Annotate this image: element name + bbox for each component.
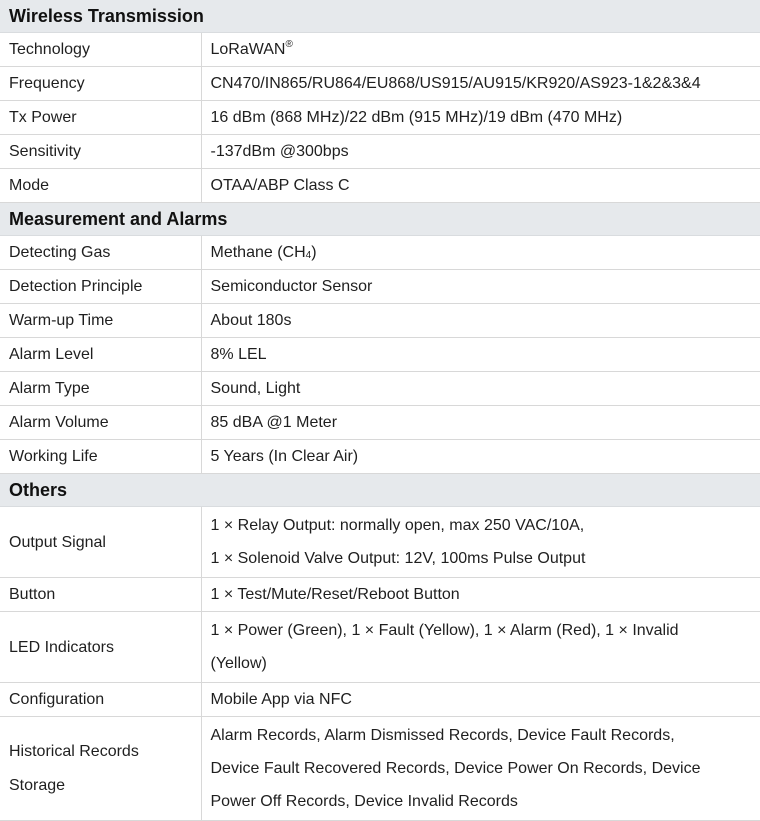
- section-header-measurement: [0, 203, 760, 236]
- spec-label-line: Storage: [9, 769, 201, 803]
- spec-value: About 180s: [201, 304, 760, 338]
- spec-value-line: 1 × Relay Output: normally open, max 250 VAC/10A,: [211, 509, 760, 542]
- spec-row-alarm-level: [0, 338, 760, 372]
- spec-label: Output Signal: [0, 507, 201, 578]
- spec-label: Technology: [0, 33, 201, 67]
- spec-value: 8% LEL: [201, 338, 760, 372]
- spec-value: [201, 236, 760, 270]
- spec-row-led-indicators: [0, 612, 760, 683]
- spec-label: Alarm Type: [0, 372, 201, 406]
- spec-value: 1 × Test/Mute/Reset/Reboot Button: [201, 578, 760, 612]
- spec-value: [201, 612, 760, 683]
- spec-value: -137dBm @300bps: [201, 135, 760, 169]
- spec-label: Detection Principle: [0, 270, 201, 304]
- spec-row-warm-up: [0, 304, 760, 338]
- spec-row-alarm-type: [0, 372, 760, 406]
- spec-value-line: 1 × Solenoid Valve Output: 12V, 100ms Pulse Output: [211, 542, 760, 575]
- spec-value: Semiconductor Sensor: [201, 270, 760, 304]
- spec-row-working-life: [0, 440, 760, 474]
- spec-row-technology: [0, 33, 760, 67]
- spec-label: Configuration: [0, 683, 201, 717]
- spec-value: [201, 507, 760, 578]
- spec-value-text: LoRaWAN: [211, 41, 286, 58]
- spec-row-frequency: [0, 67, 760, 101]
- spec-value: OTAA/ABP Class C: [201, 169, 760, 203]
- spec-value: [201, 33, 760, 67]
- spec-label: [0, 717, 201, 821]
- spec-value-line: Alarm Records, Alarm Dismissed Records, Device Fault Records,: [211, 719, 760, 752]
- spec-value-line: (Yellow): [211, 647, 760, 680]
- spec-label: Button: [0, 578, 201, 612]
- spec-row-detection-principle: [0, 270, 760, 304]
- spec-row-configuration: [0, 683, 760, 717]
- spec-value: 85 dBA @1 Meter: [201, 406, 760, 440]
- spec-label: Warm-up Time: [0, 304, 201, 338]
- spec-value-line: Power Off Records, Device Invalid Records: [211, 785, 760, 818]
- spec-value: 5 Years (In Clear Air): [201, 440, 760, 474]
- spec-value-text: ): [311, 244, 316, 261]
- spec-label: LED Indicators: [0, 612, 201, 683]
- spec-value: 16 dBm (868 MHz)/22 dBm (915 MHz)/19 dBm (470 MHz): [201, 101, 760, 135]
- section-title: Measurement and Alarms: [0, 203, 760, 236]
- spec-row-mode: [0, 169, 760, 203]
- registered-mark: ®: [285, 39, 292, 50]
- section-header-others: [0, 474, 760, 507]
- spec-value-text: Methane (CH: [211, 244, 306, 261]
- spec-row-button: [0, 578, 760, 612]
- spec-row-tx-power: [0, 101, 760, 135]
- spec-label: Sensitivity: [0, 135, 201, 169]
- spec-value: Mobile App via NFC: [201, 683, 760, 717]
- spec-label: Detecting Gas: [0, 236, 201, 270]
- spec-row-historical-records: [0, 717, 760, 821]
- section-title: Wireless Transmission: [0, 0, 760, 33]
- spec-value: Sound, Light: [201, 372, 760, 406]
- spec-value-line: 1 × Power (Green), 1 × Fault (Yellow), 1 × Alarm (Red), 1 × Invalid: [211, 614, 760, 647]
- spec-row-sensitivity: [0, 135, 760, 169]
- spec-value-line: Device Fault Recovered Records, Device Power On Records, Device: [211, 752, 760, 785]
- section-title: Others: [0, 474, 760, 507]
- spec-row-output-signal: [0, 507, 760, 578]
- spec-value: CN470/IN865/RU864/EU868/US915/AU915/KR920/AS923-1&2&3&4: [201, 67, 760, 101]
- spec-label: Frequency: [0, 67, 201, 101]
- section-header-wireless: [0, 0, 760, 33]
- spec-row-alarm-volume: [0, 406, 760, 440]
- spec-row-detecting-gas: [0, 236, 760, 270]
- spec-label: Alarm Volume: [0, 406, 201, 440]
- spec-label: Tx Power: [0, 101, 201, 135]
- spec-label: Mode: [0, 169, 201, 203]
- spec-value: [201, 717, 760, 821]
- subscript: 4: [306, 250, 312, 261]
- spec-label: Alarm Level: [0, 338, 201, 372]
- spec-label: Working Life: [0, 440, 201, 474]
- spec-label-line: Historical Records: [9, 735, 201, 769]
